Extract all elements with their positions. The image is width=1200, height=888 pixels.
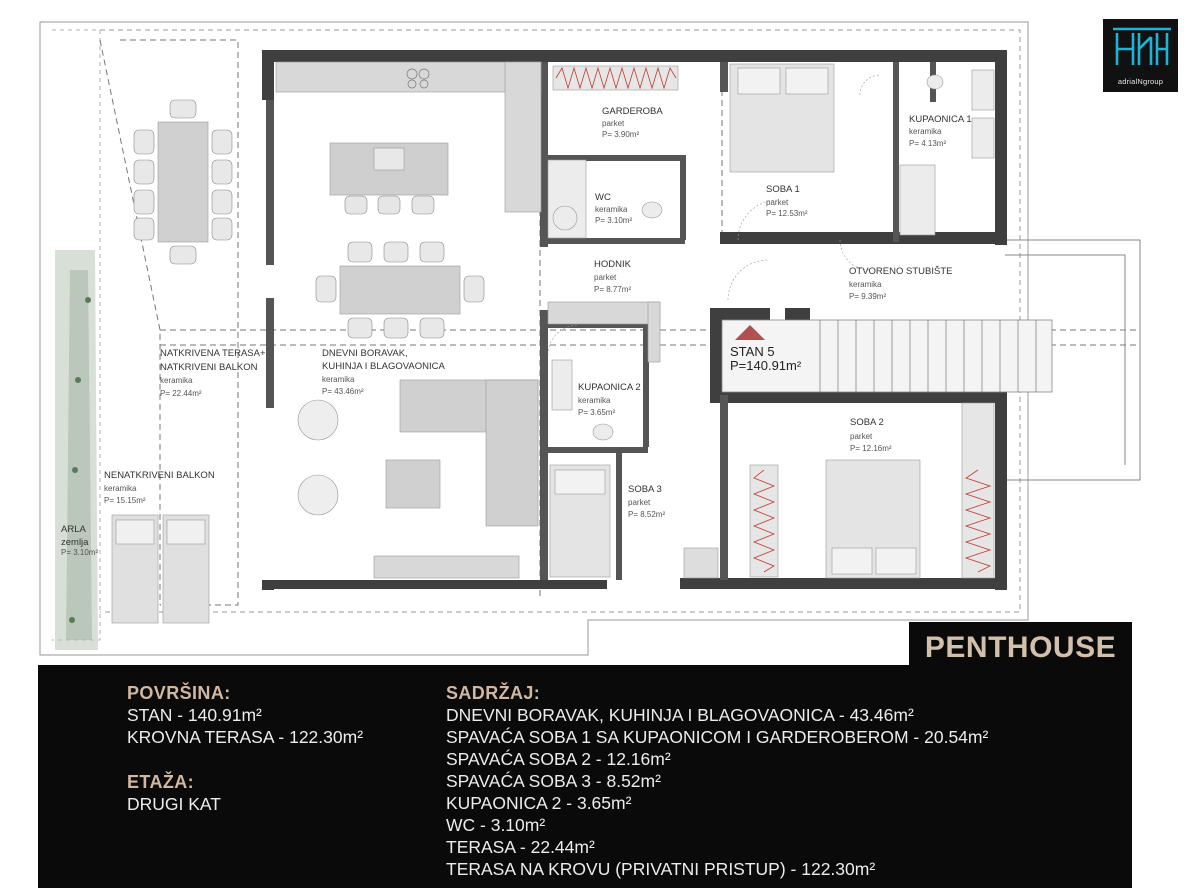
povrsina-line: KROVNA TERASA - 122.30m² <box>127 727 364 747</box>
room-name: SOBA 1 <box>766 184 800 195</box>
room-floor: parket <box>594 273 617 282</box>
room-floor: parket <box>602 119 625 128</box>
room-floor: keramika <box>849 280 882 289</box>
info-panel <box>38 665 1132 888</box>
penthouse-banner <box>909 622 1132 670</box>
sadrzaj-line: WC - 3.10m² <box>446 815 546 835</box>
room-area: P= 3.90m² <box>602 130 640 139</box>
room-floor: keramika <box>909 127 942 136</box>
etaza-line: DRUGI KAT <box>127 794 221 814</box>
room-area: P= 8.77m² <box>594 285 632 294</box>
room-name: KUPAONICA 1 <box>909 114 972 125</box>
living-sofa <box>298 380 538 578</box>
sadrzaj-line: SPAVAĆA SOBA 1 SA KUPAONICOM I GARDEROBEROM - 20.54m² <box>446 727 989 747</box>
room-name: ARLA <box>61 524 86 535</box>
room-floor: keramika <box>104 484 137 493</box>
room-floor: keramika <box>322 375 355 384</box>
sadrzaj-line: TERASA NA KROVU (PRIVATNI PRISTUP) - 122.30m² <box>446 859 876 879</box>
sadrzaj-heading: SADRŽAJ: <box>446 683 541 703</box>
logo-mark-icon <box>1103 19 1178 79</box>
room-area: P= 22.44m² <box>160 389 202 398</box>
sadrzaj-line: SPAVAĆA SOBA 3 - 8.52m² <box>446 771 661 791</box>
kitchen <box>276 62 541 214</box>
room-floor: zemlja <box>61 537 89 548</box>
room-name: SOBA 2 <box>850 417 884 428</box>
room-name: HODNIK <box>594 259 631 270</box>
room-area: P= 3.65m² <box>578 408 616 417</box>
etaza-heading: ETAŽA: <box>127 772 195 792</box>
room-name: OTVORENO STUBIŠTE <box>849 266 953 277</box>
room-area: P= 8.52m² <box>628 510 666 519</box>
room-area: P= 3.10m² <box>61 548 99 557</box>
dining-table <box>316 242 484 338</box>
room-floor: keramika <box>595 205 628 214</box>
terrace-table <box>134 100 232 264</box>
room-area: P= 9.39m² <box>849 292 887 301</box>
povrsina-line: STAN - 140.91m² <box>127 705 262 725</box>
room-name-line2: KUHINJA I BLAGOVAONICA <box>322 361 445 372</box>
wardrobe <box>553 66 678 90</box>
room-name: WC <box>595 192 611 203</box>
sadrzaj-line: TERASA - 22.44m² <box>446 837 595 857</box>
sadrzaj-line: SPAVAĆA SOBA 2 - 12.16m² <box>446 749 671 769</box>
apartment-label: STAN 5 <box>730 344 775 359</box>
apartment-area: P=140.91m² <box>730 358 802 373</box>
room-area: P= 43.46m² <box>322 387 364 396</box>
sadrzaj-line: KUPAONICA 2 - 3.65m² <box>446 793 632 813</box>
povrsina-heading: POVRŠINA: <box>127 683 231 703</box>
garden-strip <box>55 250 98 650</box>
room-area: P= 15.15m² <box>104 496 146 505</box>
room-name-line2: NATKRIVENI BALKON <box>160 362 258 373</box>
room-name: GARDEROBA <box>602 106 663 117</box>
room-floor: keramika <box>160 376 193 385</box>
room-name: DNEVNI BORAVAK, <box>322 348 408 359</box>
penthouse-title: PENTHOUSE <box>924 631 1117 664</box>
room-floor: parket <box>850 432 873 441</box>
room-name: SOBA 3 <box>628 484 662 495</box>
room-floor: parket <box>766 198 789 207</box>
room-floor: keramika <box>578 396 611 405</box>
company-logo <box>1103 19 1178 92</box>
sadrzaj-line: DNEVNI BORAVAK, KUHINJA I BLAGOVAONICA - 43.46m² <box>446 705 914 725</box>
room-floor: parket <box>628 498 651 507</box>
room-name: NATKRIVENA TERASA+ <box>160 348 266 359</box>
room-area: P= 12.16m² <box>850 444 892 453</box>
logo-text: adrialNgroup <box>1117 77 1164 86</box>
room-area: P= 3.10m² <box>595 216 633 225</box>
room-name: KUPAONICA 2 <box>578 382 641 393</box>
room-area: P= 12.53m² <box>766 209 808 218</box>
room-name: NENATKRIVENI BALKON <box>104 470 215 481</box>
room-area: P= 4.13m² <box>909 139 947 148</box>
